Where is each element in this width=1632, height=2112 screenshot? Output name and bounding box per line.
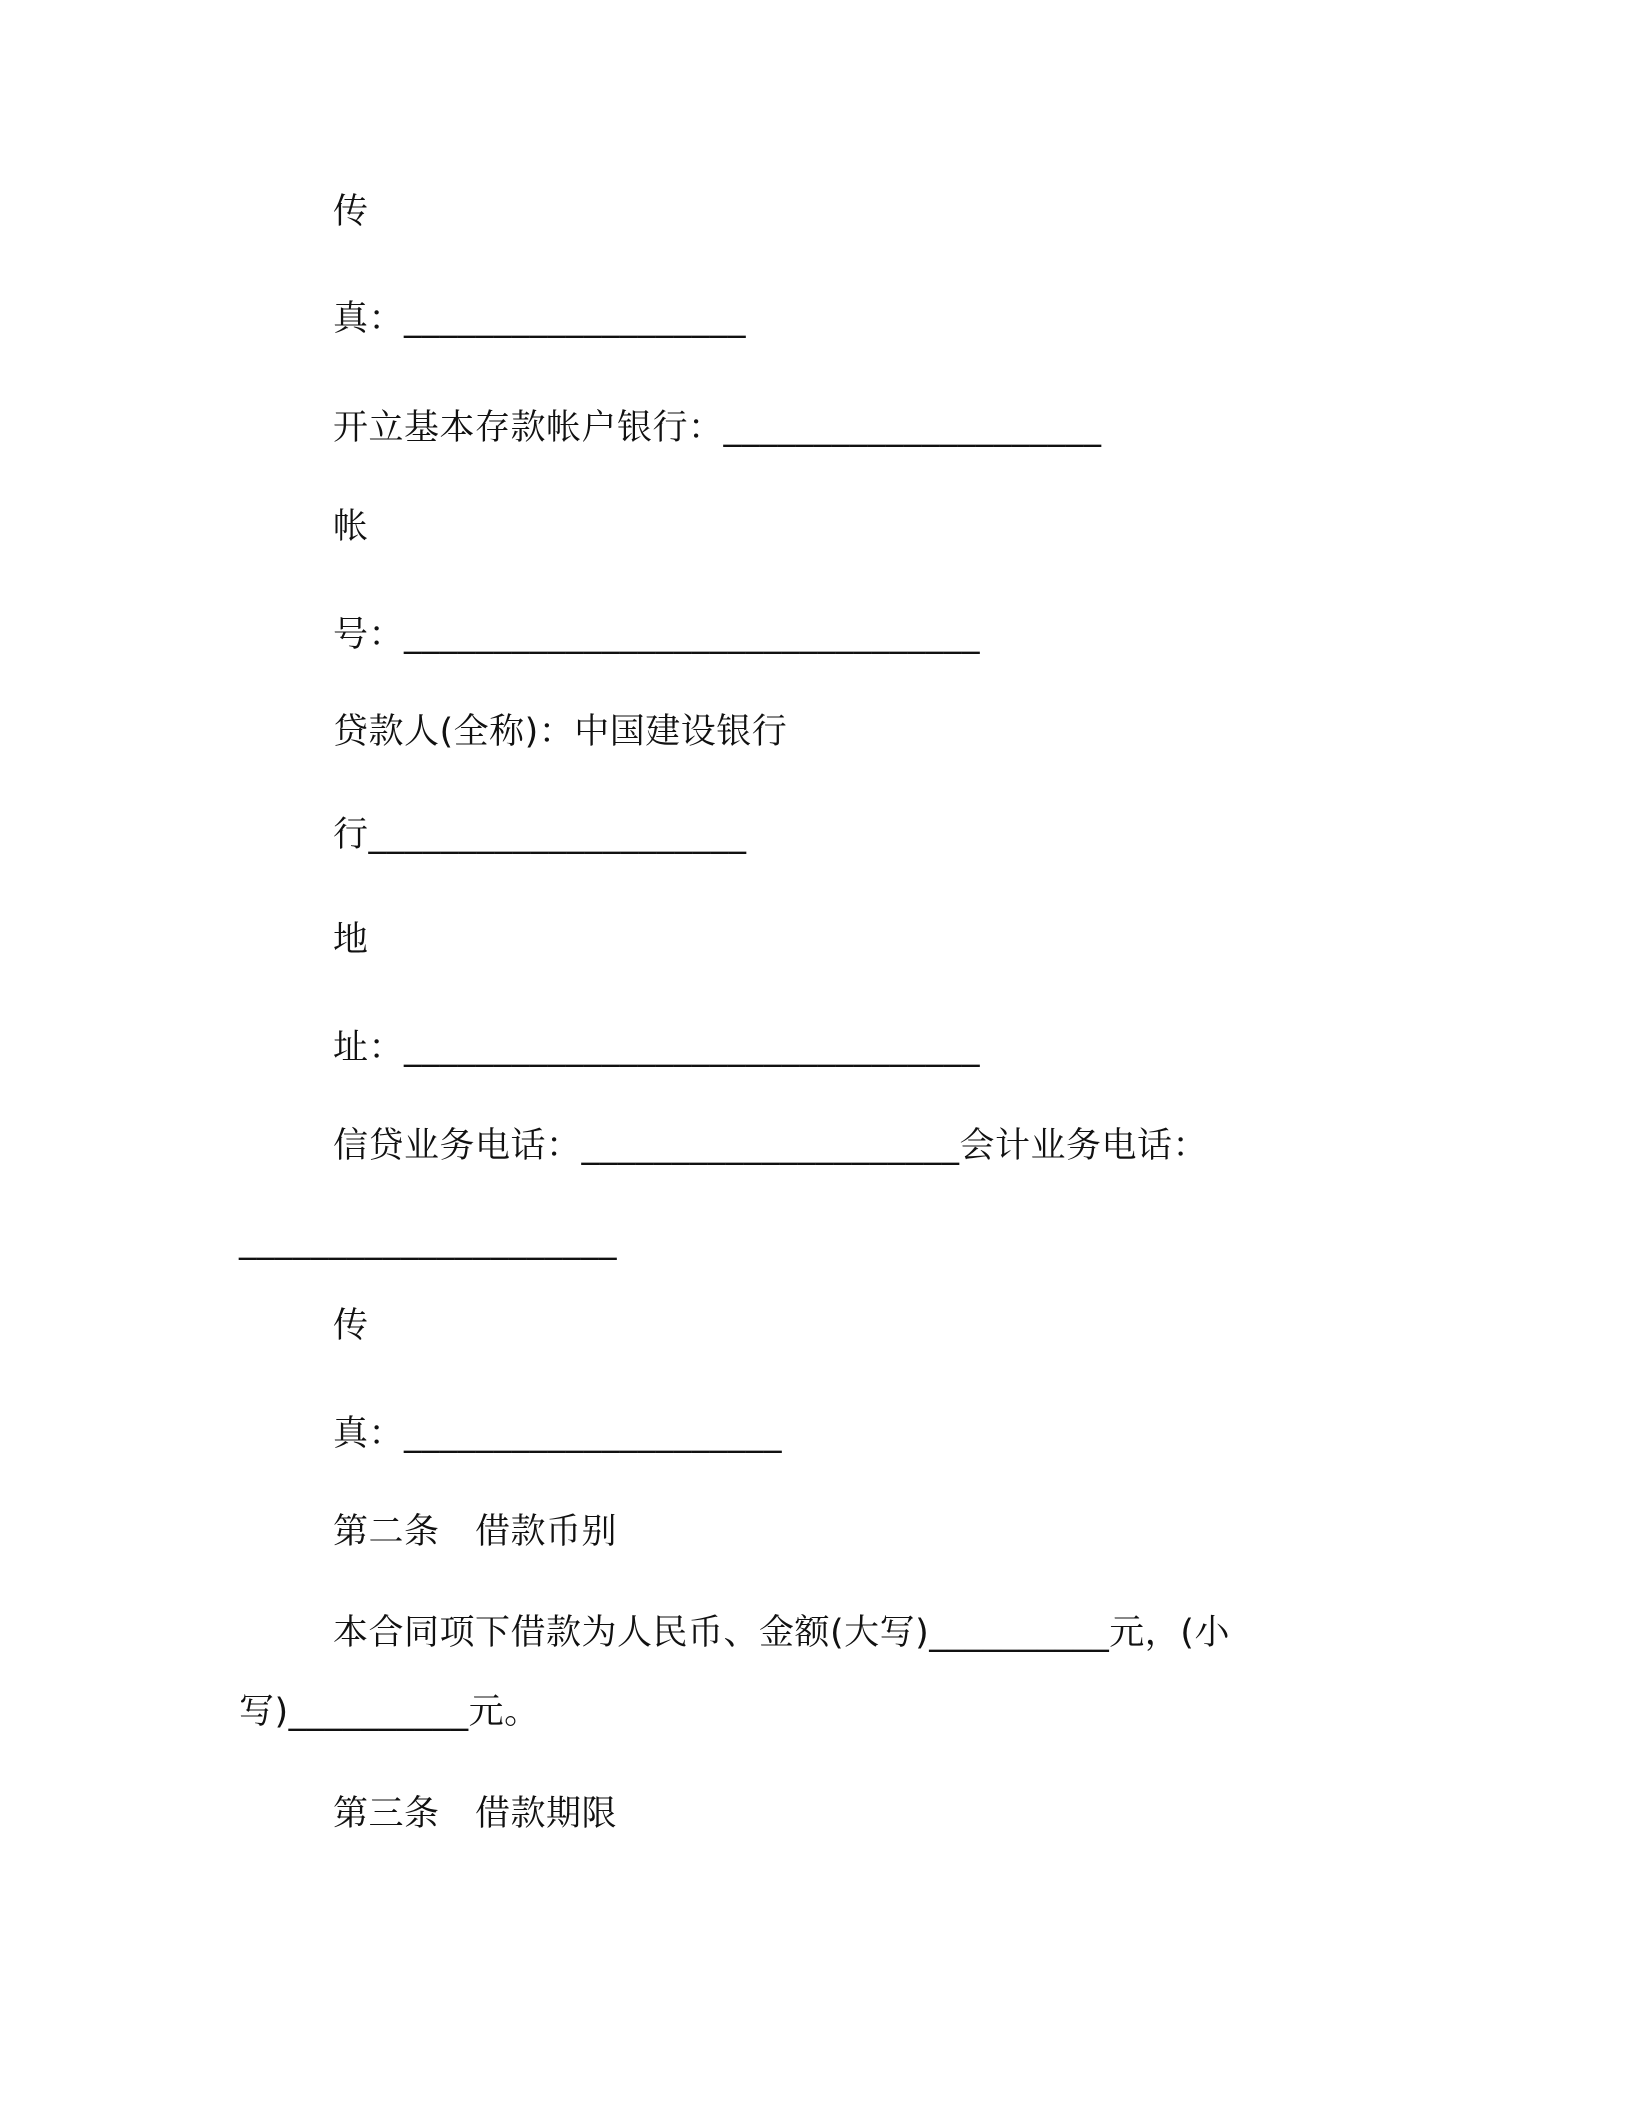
article-two-heading: 第二条 借款币别 xyxy=(333,1512,618,1552)
lender-fax-field: 真：_____________________ xyxy=(333,1414,783,1454)
loan-amount-paragraph-line-1: 本合同项下借款为人民币、金额(大写)__________元，(小 xyxy=(333,1613,1230,1653)
accounting-phone-blank: _____________________ xyxy=(239,1221,617,1261)
address-field: 址：________________________________ xyxy=(333,1028,981,1068)
fax-field: 真：___________________ xyxy=(333,299,747,339)
lender-branch-field: 行_____________________ xyxy=(333,815,747,855)
lender-name-line: 贷款人(全称)：中国建设银行 xyxy=(333,712,788,752)
basic-account-bank-field: 开立基本存款帐户银行：_____________________ xyxy=(333,408,1102,448)
fax-label-char-1: 传 xyxy=(333,192,369,232)
article-three-heading: 第三条 借款期限 xyxy=(333,1794,618,1834)
phone-fields-line: 信贷业务电话：_____________________会计业务电话： xyxy=(333,1126,1209,1166)
loan-amount-paragraph-line-2: 写)__________元。 xyxy=(239,1692,540,1732)
account-label-char-1: 帐 xyxy=(333,507,369,547)
address-label-char-1: 地 xyxy=(333,920,369,960)
account-number-field: 号：________________________________ xyxy=(333,615,981,655)
lender-fax-label-char-1: 传 xyxy=(333,1306,369,1346)
